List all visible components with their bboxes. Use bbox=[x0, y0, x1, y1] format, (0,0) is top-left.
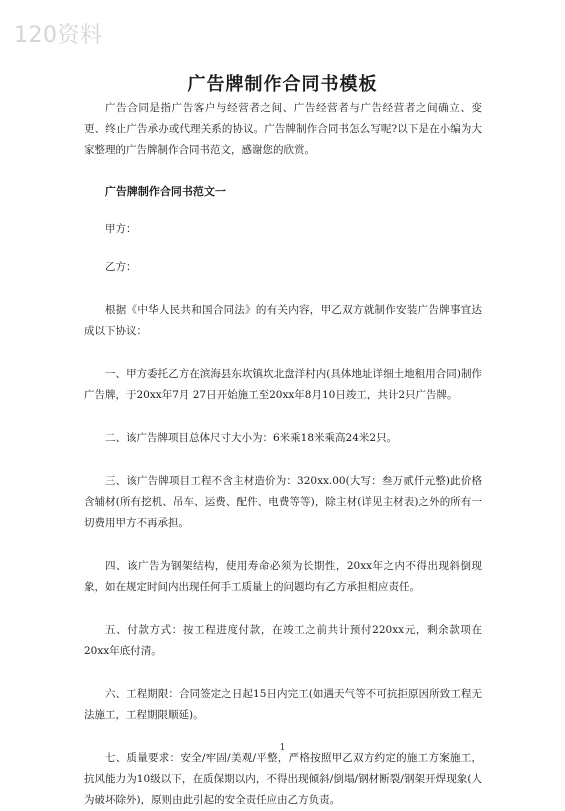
clause-6: 六、工程期限：合同签定之日起15日内完工(如遇天气等不可抗拒原因所致工程无法施工，工程期限顺延)。 bbox=[84, 688, 482, 721]
clause-5: 五、付款方式：按工程进度付款，在竣工之前共计预付220xx元，剩余款项在20xx年底付清。 bbox=[84, 624, 482, 657]
section-heading: 广告牌制作合同书范文一 bbox=[104, 185, 226, 198]
page-number: 1 bbox=[279, 743, 286, 753]
clause-7: 七、质量要求：安全/牢固/美观/平整，严格按照甲乙双方约定的施工方案施工，抗风能力为10级以下，在质保期以内，不得出现倾斜/倒塌/钢材断裂/钢架开焊现象(人为破坏除外)，原则由此引起的安全责任应由乙方负责。 bbox=[84, 752, 482, 806]
clause-4: 四、该广告为钢架结构，使用寿命必须为长期性，20xx年之内不得出现斜倒现象，如在规定时间内出现任何手工质量上的问题均有乙方承担相应责任。 bbox=[84, 560, 482, 593]
intro-paragraph: 广告合同是指广告客户与经营者之间、广告经营者与广告经营者之间确立、变更、终止广告承办或代理关系的协议。广告牌制作合同书怎么写呢?以下是在小编为大家整理的广告牌制作合同书范文，感谢您的欣赏。 bbox=[84, 102, 482, 156]
party-b-label: 乙方： bbox=[105, 261, 137, 273]
document-title: 广告牌制作合同书模板 bbox=[187, 74, 378, 95]
document-body bbox=[84, 98, 482, 811]
watermark-logo: 120资料 bbox=[14, 23, 103, 48]
clause-3: 三、该广告牌项目工程不含主材造价为：320xx.00(大写：叁万贰仟元整)此价格含辅材(所有挖机、吊车、运费、配件、电费等等)，除主材(详见主材表)之外的所有一切费用甲方不再承担。 bbox=[84, 475, 482, 529]
clause-2: 二、该广告牌项目总体尺寸大小为：6米乘18米乘高24米2只。 bbox=[105, 432, 398, 444]
party-a-label: 甲方： bbox=[105, 223, 137, 235]
clause-preamble: 根据《中华人民共和国合同法》的有关内容，甲乙双方就制作安装广告牌事宜达成以下协议： bbox=[84, 304, 482, 337]
clause-1: 一、甲方委托乙方在滨海县东坎镇坎北盘洋村内(具体地址详细土地租用合同)制作广告牌，于20xx年7月 27日开始施工至20xx年8月10日竣工，共计2只广告牌。 bbox=[84, 368, 482, 401]
